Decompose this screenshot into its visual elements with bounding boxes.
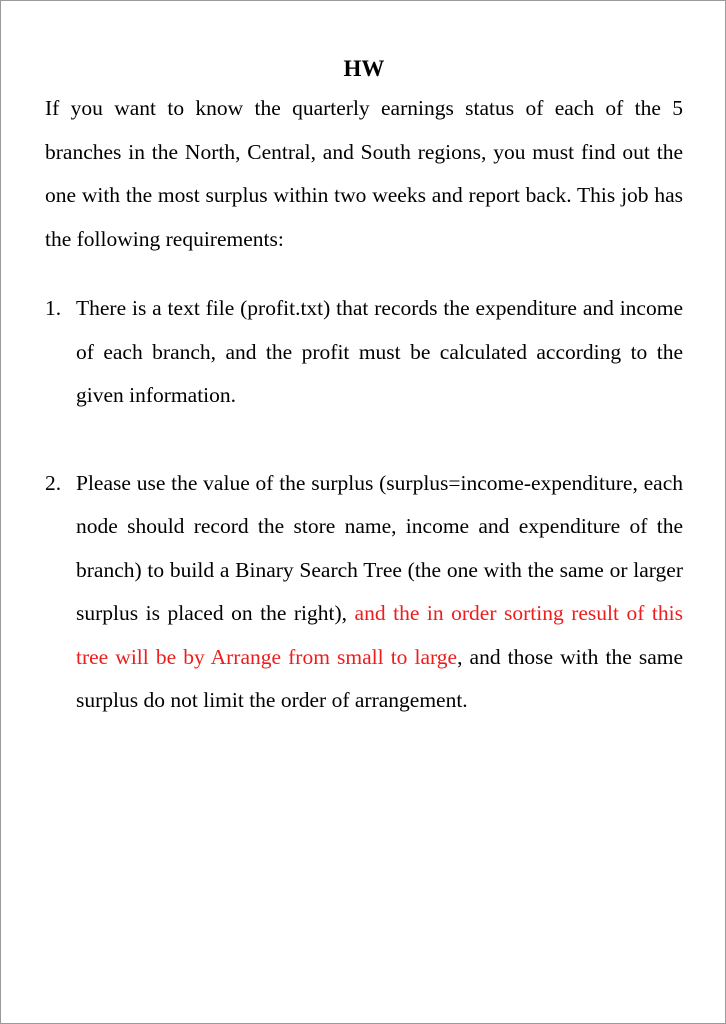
document-title: HW	[343, 56, 385, 81]
requirement-item-2	[45, 462, 683, 723]
requirement-text-1: There is a text file (profit.txt) that records the expenditure and income of each branch, and the profit must be calculated according to the given information.	[76, 296, 683, 407]
requirement-number-1: 1.	[45, 296, 62, 320]
requirement-number-2: 2.	[45, 470, 62, 495]
intro-paragraph: If you want to know the quarterly earnings status of each of the 5 branches in the North, Central, and South regions, you must find out the one with the most surplus within two weeks and report back. This job has the following requirements:	[45, 96, 683, 251]
requirement-item-1	[45, 287, 683, 418]
requirements-list	[45, 287, 683, 723]
requirement-text-2-before: Please use the value of the surplus (surplus=income-expenditure, each node should record the store name, income and expenditure of the branch) to build a Binary Search Tree (the one with the same or larger surplus is placed on the right),	[76, 470, 683, 625]
document-body	[45, 51, 683, 723]
requirement-text-2-after: , and those with the same surplus do not limit the order of arrangement.	[76, 644, 683, 712]
requirement-text-2-highlight: and the in order sorting result of this tree will be by Arrange from small to large	[76, 601, 683, 669]
